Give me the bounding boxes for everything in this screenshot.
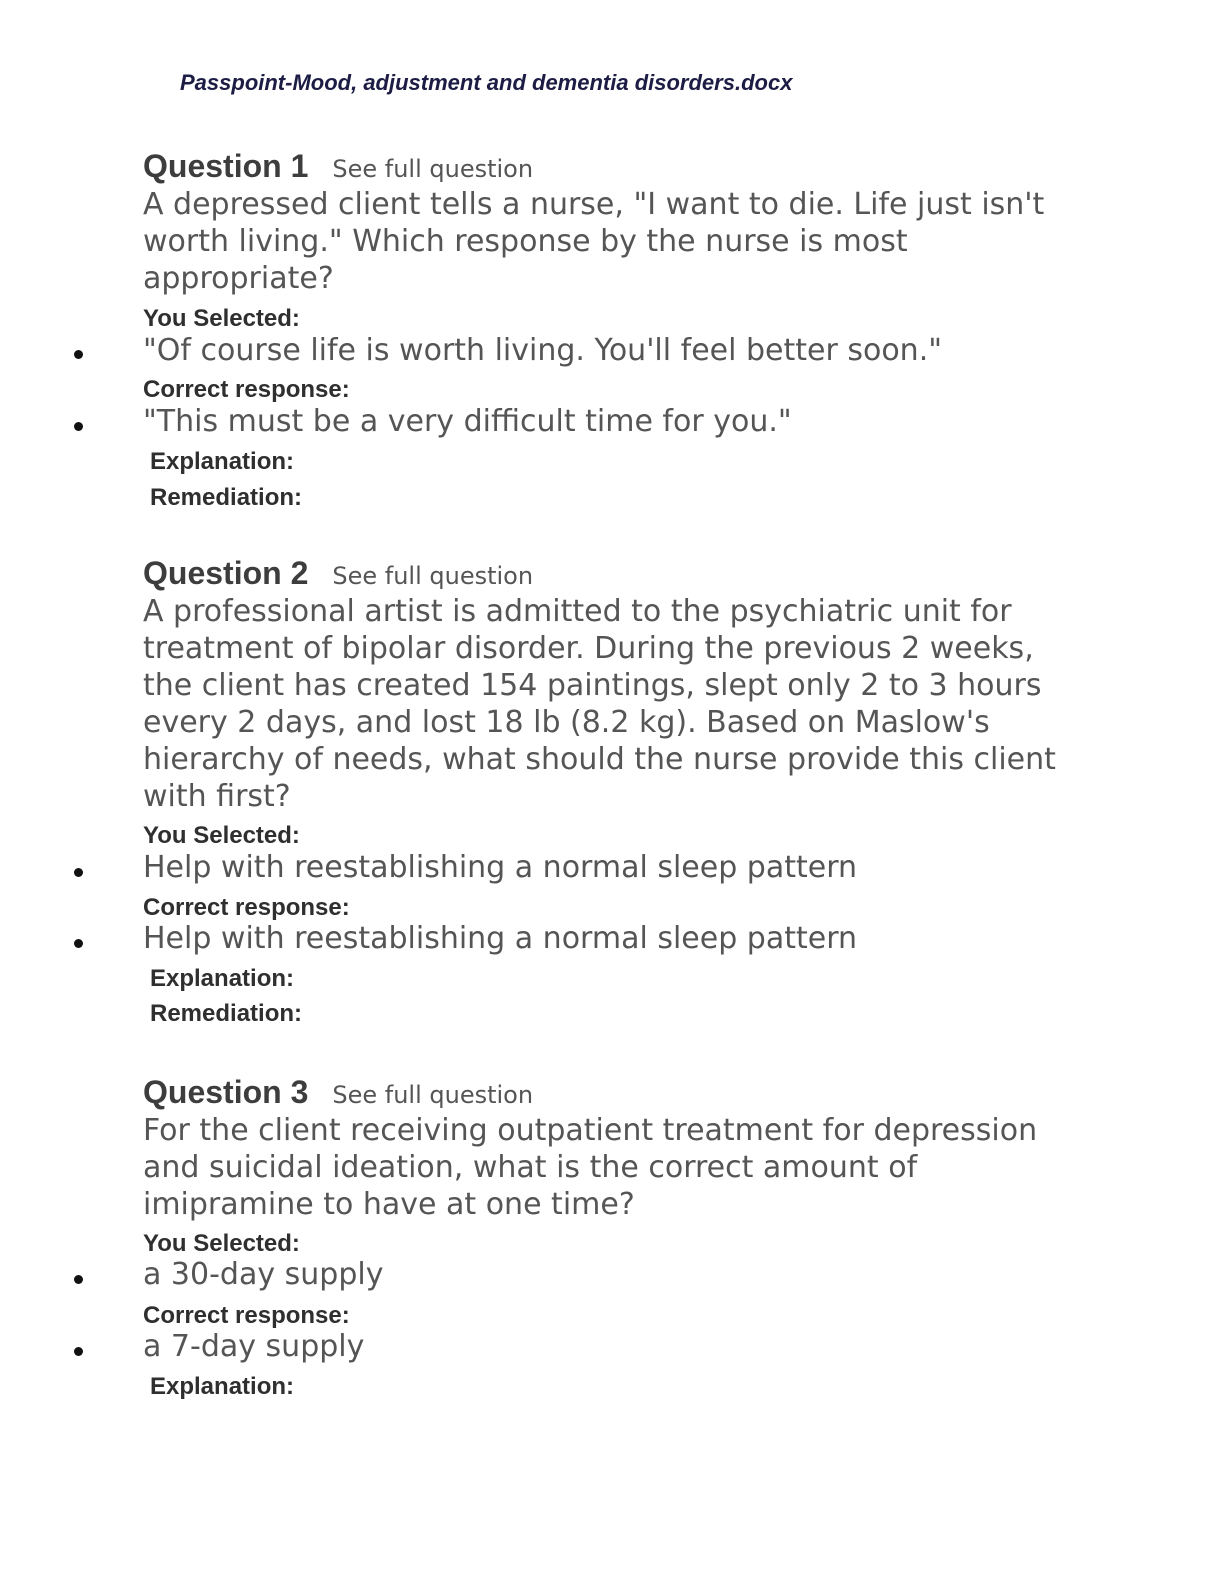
see-full-question-link[interactable]: See full question [332, 562, 534, 590]
correct-answer: a 7-day supply [143, 1329, 365, 1364]
bullet-icon [74, 422, 83, 431]
explanation-label: Explanation: [150, 965, 295, 992]
document-title: Passpoint-Mood, adjustment and dementia disorders.docx [180, 70, 793, 95]
bullet-icon [74, 868, 83, 877]
correct-answer: "This must be a very difficult time for you." [143, 404, 792, 439]
selected-answer: Help with reestablishing a normal sleep pattern [143, 850, 858, 885]
question-header [143, 148, 533, 185]
correct-response-label: Correct response: [143, 1302, 350, 1329]
question-number: Question 3 [143, 1074, 309, 1110]
bullet-icon [74, 939, 83, 948]
explanation-label: Explanation: [150, 448, 295, 475]
question-number: Question 2 [143, 555, 309, 591]
you-selected-label: You Selected: [143, 305, 300, 332]
selected-answer: "Of course life is worth living. You'll feel better soon." [143, 333, 943, 368]
explanation-label: Explanation: [150, 1373, 295, 1400]
correct-response-label: Correct response: [143, 894, 350, 921]
question-header [143, 1074, 533, 1111]
see-full-question-link[interactable]: See full question [332, 155, 534, 183]
bullet-icon [74, 1275, 83, 1284]
question-number: Question 1 [143, 148, 309, 184]
you-selected-label: You Selected: [143, 1230, 300, 1257]
question-header [143, 555, 533, 592]
bullet-icon [74, 1347, 83, 1356]
question-text: For the client receiving outpatient treatment for depression and suicidal ideation, what is the correct amount of imipramine to have at one time? [143, 1113, 1038, 1222]
selected-answer: a 30-day supply [143, 1257, 384, 1292]
correct-response-label: Correct response: [143, 376, 350, 403]
see-full-question-link[interactable]: See full question [332, 1081, 534, 1109]
remediation-label: Remediation: [150, 484, 303, 511]
correct-answer: Help with reestablishing a normal sleep pattern [143, 921, 858, 956]
bullet-icon [74, 350, 83, 359]
question-text: A depressed client tells a nurse, "I want to die. Life just isn't worth living." Which response by the nurse is most appropriate? [143, 187, 1045, 296]
remediation-label: Remediation: [150, 1000, 303, 1027]
you-selected-label: You Selected: [143, 822, 300, 849]
question-text: A professional artist is admitted to the psychiatric unit for treatment of bipolar disorder. During the previous 2 weeks, the client has created 154 paintings, slept only 2 to 3 hours every 2 days, and lost 18 lb (8.2 kg). Based on Maslow's hierarchy of needs, what should the nurse provide this client with first? [143, 594, 1056, 814]
